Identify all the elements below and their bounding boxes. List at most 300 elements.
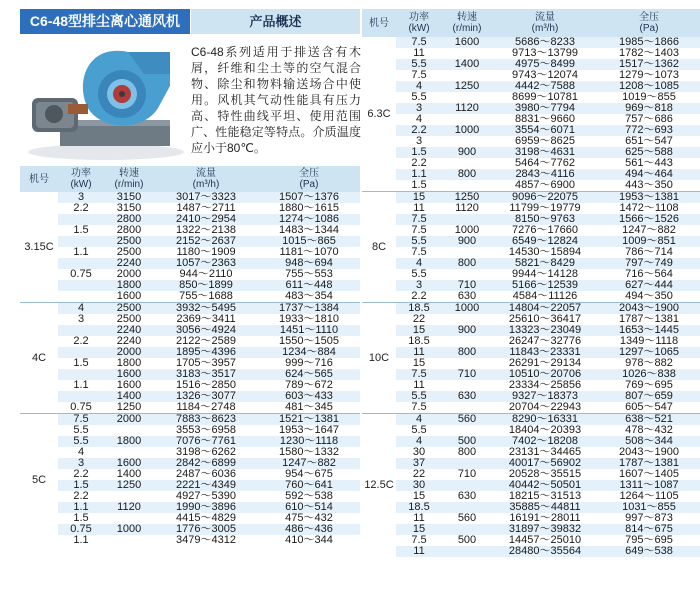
speed-cell [442,480,492,491]
table-row [362,125,700,136]
speed-cell [442,502,492,513]
flow-cell: 1516～2850 [176,380,236,391]
power-cell: 2.2 [73,491,89,502]
table-row [362,402,700,414]
pressure-cell: 592～538 [285,491,333,502]
power-cell: 1.1 [73,247,89,258]
table-row [20,314,360,325]
speed-cell: 2240 [104,325,154,336]
flow-cell: 35885～44811 [492,502,598,513]
table-row [362,347,700,358]
power-cell: 1.5 [73,358,89,369]
flow-cell: 3553～6958 [176,425,236,436]
speed-cell: 1250 [104,480,154,491]
model-cell: 3.15C [20,192,58,303]
pressure-cell: 814～675 [598,524,700,535]
pressure-cell: 1264～1105 [619,491,679,502]
pressure-cell: 1787～1381 [598,458,700,469]
overview-text: C6-48系列适用于排送含有木屑，纤维和尘土等的空气混合物、除尘和物料输送场合中使用。风机其气动性能具有压力高、特性曲线平坦、使用范围广、性能稳定等特点。介质温度应小于80℃。 [191,45,361,155]
pressure-cell: 1208～1085 [598,81,700,92]
table-row [362,546,700,557]
flow-cell: 755～1688 [179,291,233,302]
speed-cell: 2000 [104,347,154,358]
col-power-header: 功率 (kW) [70,168,92,190]
table-row [20,192,360,203]
table-row [362,81,700,92]
speed-cell [442,136,492,147]
flow-cell: 10510～20706 [492,369,598,380]
power-cell: 15 [412,491,426,502]
table-row [20,535,360,546]
flow-cell: 1180～1909 [176,247,236,258]
flow-cell: 5166～12539 [492,280,598,291]
table-row [20,291,360,303]
power-cell: 7.5 [411,247,427,258]
table-row [362,480,700,491]
power-cell: 18.5 [396,303,442,315]
speed-cell: 1800 [104,280,154,291]
speed-cell: 1000 [442,125,492,136]
table-row [362,436,700,447]
power-cell: 5.5 [411,269,427,280]
flow-cell: 1895～4396 [154,347,258,358]
table-row [20,402,360,414]
speed-cell [442,158,492,169]
speed-cell [442,336,492,347]
table-row [362,513,700,524]
speed-cell: 1800 [104,436,154,447]
power-cell: 18.5 [408,336,430,347]
flow-cell: 40017～56902 [492,458,598,469]
speed-cell: 1400 [442,59,492,70]
flow-cell: 4584～11126 [512,291,578,302]
pressure-cell: 797～749 [598,258,700,269]
table-row [362,280,700,291]
flow-cell: 16191～28011 [509,513,581,524]
table-row [362,303,700,315]
table-row [362,103,700,114]
pressure-cell: 443～350 [625,180,673,191]
pressure-cell: 611～448 [258,280,360,291]
speed-cell: 1400 [116,469,142,480]
pressure-cell: 769～695 [625,380,673,391]
speed-cell: 1400 [104,391,154,402]
flow-cell: 3479～4312 [176,535,236,546]
pressure-cell: 649～538 [598,546,700,557]
flow-cell: 7402～18208 [492,436,598,447]
flow-cell: 25610～36417 [508,314,582,325]
speed-cell: 3150 [104,192,154,203]
flow-cell: 5686～8233 [492,37,598,48]
pressure-cell: 1015～865 [258,236,360,247]
power-cell: 11 [413,380,425,391]
flow-cell: 4442～7588 [492,81,598,92]
table-row [362,269,700,280]
speed-cell [442,458,492,469]
table-row [362,336,700,347]
pressure-cell: 1953～1647 [279,425,339,436]
speed-cell: 2500 [116,314,142,325]
pressure-cell: 1985～1866 [598,37,700,48]
pressure-cell: 1247～882 [622,225,676,236]
power-cell: 0.75 [70,269,92,280]
power-cell [58,236,104,247]
power-cell: 1.5 [411,180,427,191]
pressure-cell: 716～564 [625,269,673,280]
table-row [20,225,360,236]
speed-cell [442,402,492,414]
power-cell: 1.1 [73,380,89,391]
pressure-cell: 494～464 [598,169,700,180]
speed-cell: 2000 [116,269,142,280]
speed-cell: 900 [442,147,492,158]
flow-cell: 6959～8625 [515,136,575,147]
speed-cell: 710 [457,469,477,480]
flow-cell: 14457～25010 [508,535,582,546]
flow-cell: 3183～3517 [154,369,258,380]
pressure-cell: 1880～1615 [279,203,339,214]
pressure-cell: 997～873 [625,513,673,524]
power-cell: 15 [412,358,426,369]
power-cell: 7.5 [396,37,442,48]
speed-cell: 1000 [454,225,480,236]
pressure-cell: 1580～1332 [279,447,339,458]
speed-cell: 1600 [442,37,492,48]
power-cell [58,369,104,380]
power-cell [58,391,104,402]
table-row [20,325,360,336]
power-cell: 0.75 [58,524,104,535]
table-row [362,535,700,546]
flow-cell: 6549～12824 [492,236,598,247]
flow-cell: 3932～5495 [154,303,258,315]
table-row [362,114,700,125]
flow-cell: 944～2110 [179,269,233,280]
product-title: C6-48型排尘离心通风机 [20,9,190,34]
speed-cell [442,546,492,557]
power-cell [58,347,104,358]
speed-cell [104,447,154,458]
pressure-cell: 1507～1376 [258,192,360,203]
table-row [362,258,700,269]
power-cell [58,280,104,291]
speed-cell: 1120 [455,203,479,214]
speed-cell [442,70,492,81]
pressure-cell: 494～350 [625,291,673,302]
power-cell: 2.2 [73,469,89,480]
table-row [20,236,360,247]
power-cell: 7.5 [411,70,427,81]
flow-cell: 40442～50501 [492,480,598,491]
table-row [20,480,360,491]
table-row [20,369,360,380]
speed-cell: 3150 [116,203,142,214]
power-cell: 3 [58,192,104,203]
power-cell: 37 [396,458,442,469]
model-cell: 4C [20,303,58,414]
speed-cell: 900 [442,325,492,336]
table-row [20,425,360,436]
table-row [20,502,360,513]
pressure-cell: 483～354 [285,291,333,302]
pressure-cell: 508～344 [598,436,700,447]
flow-cell: 2842～6899 [154,458,258,469]
pressure-cell: 1181～1070 [279,247,339,258]
speed-cell [442,425,492,436]
speed-cell: 800 [442,347,492,358]
speed-cell: 1250 [442,81,492,92]
speed-cell: 2800 [116,225,142,236]
pressure-cell: 757～686 [625,114,673,125]
col-pressure-header: 全压 (Pa) [299,168,319,190]
speed-cell: 900 [442,236,492,247]
flow-cell: 1990～3896 [154,502,258,513]
pressure-cell: 1247～882 [258,458,360,469]
table-row [362,203,700,214]
pressure-cell: 1737～1384 [258,303,360,315]
flow-cell: 26291～29134 [508,358,582,369]
speed-cell: 710 [442,369,492,380]
table-row [362,380,700,391]
flow-cell: 1322～2138 [176,225,236,236]
pressure-cell: 561～443 [625,158,673,169]
pressure-cell: 1279～1073 [619,70,679,81]
pressure-cell: 1031～855 [598,502,700,513]
pressure-cell: 1782～1403 [619,48,679,59]
table-row [362,225,700,236]
speed-cell: 500 [457,535,477,546]
speed-cell: 800 [442,258,492,269]
pressure-cell: 486～436 [258,524,360,535]
power-cell: 1.5 [396,147,442,158]
flow-cell: 14530～15894 [508,247,582,258]
power-cell: 4 [58,303,104,315]
flow-cell: 4975～8499 [492,59,598,70]
speed-cell: 630 [442,391,492,402]
flow-cell: 8831～9660 [515,114,575,125]
flow-cell: 11799～19779 [509,203,581,214]
table-row [20,258,360,269]
power-cell [58,214,104,225]
power-cell: 3 [396,280,442,291]
flow-cell: 3017～3323 [154,192,258,203]
table-row [362,92,700,103]
table-row [20,513,360,524]
table-row [20,247,360,258]
flow-cell: 20704～22943 [508,402,582,413]
table-row [20,269,360,280]
speed-cell: 1600 [116,380,142,391]
table-row [20,458,360,469]
power-cell: 3 [77,314,85,325]
table-row [362,180,700,192]
power-cell: 1.5 [58,480,104,491]
power-cell: 7.5 [411,535,427,546]
pressure-cell: 772～693 [598,125,700,136]
power-cell: 5.5 [411,425,427,436]
model-cell: 8C [362,192,396,303]
power-cell: 4 [396,414,442,426]
flow-cell: 3198～4631 [492,147,598,158]
table-row [20,336,360,347]
table-row [362,70,700,81]
power-cell: 3 [58,458,104,469]
speed-cell: 2000 [104,414,154,426]
flow-cell: 11843～23331 [492,347,598,358]
table-row [362,414,700,426]
speed-cell: 800 [442,169,492,180]
flow-cell: 2152～2637 [154,236,258,247]
speed-cell [442,48,492,59]
speed-cell: 2240 [104,258,154,269]
power-cell: 30 [412,447,426,458]
table-row [362,236,700,247]
power-cell: 11 [396,347,442,358]
flow-cell: 4927～5390 [176,491,236,502]
table-row [362,147,700,158]
power-cell: 5.5 [396,236,442,247]
table-row [20,203,360,214]
speed-cell [442,247,492,258]
pressure-cell: 627～444 [598,280,700,291]
power-cell: 18.5 [396,502,442,513]
speed-cell: 1000 [442,303,492,315]
speed-cell: 1120 [104,502,154,513]
power-cell [58,291,104,303]
table-row [362,425,700,436]
pressure-cell: 1953～1381 [598,192,700,204]
flow-cell: 2843～4116 [492,169,598,180]
table-row [362,458,700,469]
table-row [20,358,360,369]
pressure-cell: 948～694 [258,258,360,269]
pressure-cell: 1019～855 [622,92,676,103]
speed-cell: 2500 [104,236,154,247]
flow-cell: 1184～2748 [176,402,236,413]
table-row [362,48,700,59]
table-row [20,280,360,291]
table-row [362,325,700,336]
speed-cell: 1600 [104,369,154,380]
pressure-cell: 651～547 [625,136,673,147]
pressure-cell: 1026～838 [598,369,700,380]
table-row [20,347,360,358]
table-row [362,524,700,535]
table-row [20,469,360,480]
flow-cell: 3198～6262 [176,447,236,458]
flow-cell: 1705～3957 [176,358,236,369]
pressure-cell: 1933～1810 [279,314,339,325]
pressure-cell: 1787～1381 [619,314,679,325]
flow-cell: 8150～9763 [492,214,598,225]
power-cell: 15 [396,524,442,535]
speed-cell: 1120 [442,103,492,114]
power-cell: 11 [413,203,425,214]
table-row [20,436,360,447]
power-cell: 1.1 [73,535,89,546]
power-cell: 7.5 [58,414,104,426]
table-row [20,491,360,502]
flow-cell: 9944～14128 [511,269,579,280]
flow-cell: 18404～20393 [508,425,582,436]
power-cell: 4 [415,114,423,125]
flow-cell: 7276～17660 [511,225,579,236]
flow-cell: 9743～12074 [511,70,579,81]
power-cell: 1.1 [396,169,442,180]
pressure-cell: 1607～1405 [619,469,679,480]
flow-cell: 1057～2363 [154,258,258,269]
pressure-cell: 1349～1118 [619,336,679,347]
table-row [362,136,700,147]
pressure-cell: 999～716 [285,358,333,369]
speed-cell: 630 [457,491,477,502]
table-row [362,214,700,225]
model-cell: 5C [20,414,58,547]
flow-cell: 8699～10781 [511,92,579,103]
speed-cell [442,524,492,535]
pressure-cell: 969～818 [598,103,700,114]
flow-cell: 2221～4349 [154,480,258,491]
pressure-cell: 1009～851 [598,236,700,247]
col-flow-header: 流量 (m³/h) [531,12,559,34]
flow-cell: 28480～35564 [492,546,598,557]
flow-cell: 14804～22057 [492,303,598,315]
pressure-cell: 603～433 [258,391,360,402]
power-cell: 4 [77,447,85,458]
col-flow-header: 流量 (m³/h) [192,168,220,190]
speed-cell [442,180,492,192]
speed-cell: 560 [442,414,492,426]
flow-cell: 1326～3077 [154,391,258,402]
table-row [20,414,360,426]
flow-cell: 13323～23049 [492,325,598,336]
overview-heading: 产品概述 [191,9,360,34]
fan-product-image [20,34,191,164]
pressure-cell: 978～882 [625,358,673,369]
table-row [362,192,700,204]
flow-cell: 9713～13799 [511,48,579,59]
speed-cell [442,314,492,325]
left-spec-table [20,166,360,546]
power-cell: 15 [396,325,442,336]
speed-cell: 2800 [104,214,154,225]
power-cell: 0.75 [70,402,92,413]
table-row [20,391,360,402]
power-cell: 11 [413,513,425,524]
model-cell: 10C [362,303,396,414]
table-row [20,303,360,315]
flow-cell: 4415～4829 [176,513,236,524]
flow-cell: 9327～18373 [492,391,598,402]
power-cell: 7.5 [411,402,427,413]
pressure-cell: 1297～1065 [598,347,700,358]
pressure-cell: 475～432 [285,513,333,524]
speed-cell [104,513,154,524]
pressure-cell: 1311～1087 [598,480,700,491]
pressure-cell: 605～547 [625,402,673,413]
pressure-cell: 638～521 [598,414,700,426]
flow-cell: 2369～3411 [176,314,236,325]
power-cell: 11 [396,546,442,557]
power-cell: 2.2 [396,125,442,136]
speed-cell [442,92,492,103]
pressure-cell: 760～641 [258,480,360,491]
right-spec-table [362,9,700,557]
flow-cell: 23334～25856 [508,380,582,391]
speed-cell: 1000 [104,524,154,535]
table-row [362,291,700,303]
speed-cell: 630 [457,291,477,302]
